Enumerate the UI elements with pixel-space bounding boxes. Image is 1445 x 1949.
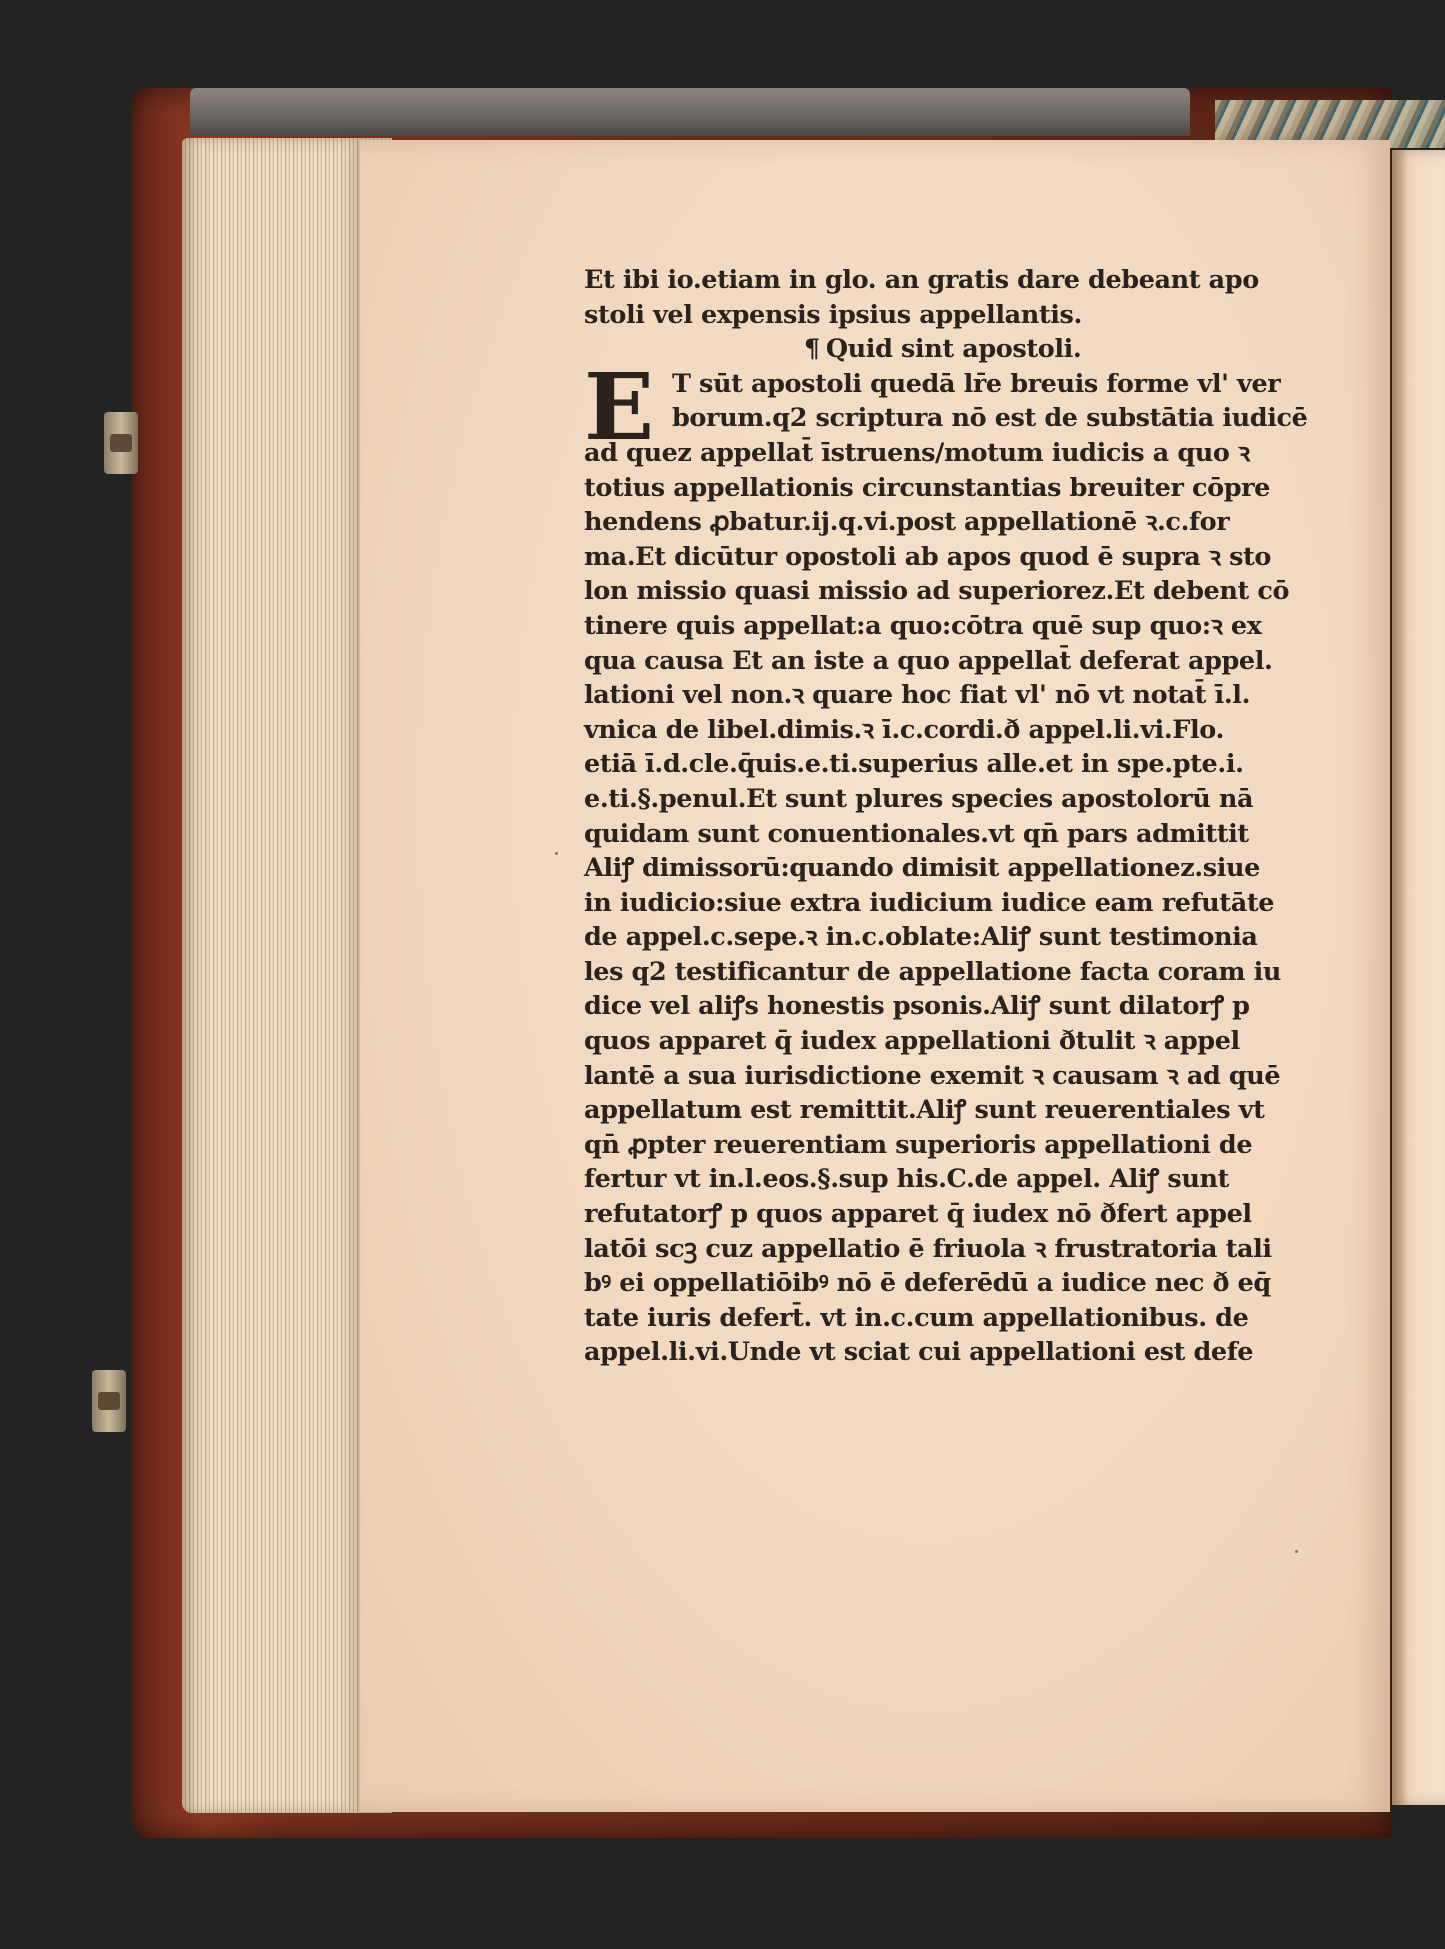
cover-top-edge <box>190 88 1190 136</box>
text-line: les q2 testificantur de appellatione facta coram iu <box>584 956 1282 987</box>
text-line: qua causa Et an iste a quo appellat̄ deferat appel. <box>584 645 1273 676</box>
text-line: Aliꝭ dimissorū:quando dimisit appellationez.siue <box>584 853 1260 884</box>
text-line: fertur vt in.l.eos.§.sup his.C.de appel. Aliꝭ sunt <box>584 1164 1229 1195</box>
text-line: latōi scꝫ cuz appellatio ē friuola ꝛ frustratoria tali <box>584 1233 1272 1264</box>
text-line: etiā ī.d.cle.q̄uis.e.ti.superius alle.et in spe.pte.i. <box>584 749 1244 780</box>
text-line: appel.li.vi.Unde vt sciat cui appellationi est defe <box>584 1337 1254 1368</box>
text-line: ma.Et dicūtur opostoli ab apos quod ē supra ꝛ sto <box>584 541 1272 572</box>
text-line: tate iuris defert̄. vt in.c.cum appellationibus. de <box>584 1302 1249 1333</box>
text-line: appellatum est remittit.Aliꝭ sunt reuerentiales vt <box>584 1095 1265 1126</box>
ink-speck <box>1295 1550 1298 1553</box>
clasp-icon <box>104 412 138 474</box>
text-line: dice vel aliꝭs honestis psonis.Aliꝭ sunt dilatorꝭ p <box>584 991 1250 1022</box>
text-line: totius appellationis circunstantias breuiter cōpre <box>584 472 1270 503</box>
text-line: bꝰ ei oppellatiōibꝰ nō ē deferēdū a iudice nec ð eq̄ <box>584 1268 1271 1299</box>
body-text <box>584 436 1337 1370</box>
text-line: borum.q2 scriptura nō est de substātia iudicē <box>672 403 1308 434</box>
text-line: lantē a sua iurisdictione exemit ꝛ causam ꝛ ad quē <box>584 1060 1281 1091</box>
text-line: qn̄ ꝓpter reuerentiam superioris appellationi de <box>584 1129 1253 1160</box>
text-line: vnica de libel.dimis.ꝛ ī.c.cordi.ð appel.li.vi.Flo. <box>584 714 1224 745</box>
section-heading <box>584 332 1337 367</box>
text-line: hendens ꝓbatur.ij.q.vi.post appellationē ꝛ.c.for <box>584 507 1230 538</box>
text-line: e.ti.§.penul.Et sunt plures species apostolorū nā <box>584 783 1254 814</box>
text-line: refutatorꝭ p quos apparet q̄ iudex nō ðfert appel <box>584 1199 1252 1230</box>
heading-text: Quid sint apostoli. <box>825 334 1082 365</box>
text-line: tinere quis appellat:a quo:cōtra quē sup quo:ꝛ ex <box>584 610 1262 641</box>
recto-page-edge <box>1392 150 1445 1805</box>
drop-cap: E <box>584 353 654 461</box>
text-line: de appel.c.sepe.ꝛ in.c.oblate:Aliꝭ sunt testimonia <box>584 922 1258 953</box>
text-line: quidam sunt conuentionales.vt qn̄ pars admittit <box>584 818 1249 849</box>
clasp-icon <box>92 1370 126 1432</box>
text-line: Et ibi io.etiam in glo. an gratis dare debeant apo <box>584 265 1259 295</box>
text-block <box>584 263 1337 1370</box>
text-line: stoli vel expensis ipsius appellantis. <box>584 299 1082 330</box>
ink-speck <box>555 852 558 855</box>
text-line: in iudicio:siue extra iudicium iudice eam refutāte <box>584 887 1275 918</box>
paragraph-mark-icon: ¶ <box>804 334 820 365</box>
text-line: ad quez appellat̄ īstruens/motum iudicis a quo ꝛ <box>584 437 1250 468</box>
text-line: lationi vel non.ꝛ quare hoc fiat vl' nō vt notat̄ ī.l. <box>584 680 1251 711</box>
text-line: quos apparet q̄ iudex appellationi ðtulit ꝛ appel <box>584 1026 1240 1057</box>
text-line: T sūt apostoli quedā lr̄e breuis forme vl' ver <box>672 368 1281 399</box>
text-line: lon missio quasi missio ad superiorez.Et debent cō <box>584 576 1290 607</box>
